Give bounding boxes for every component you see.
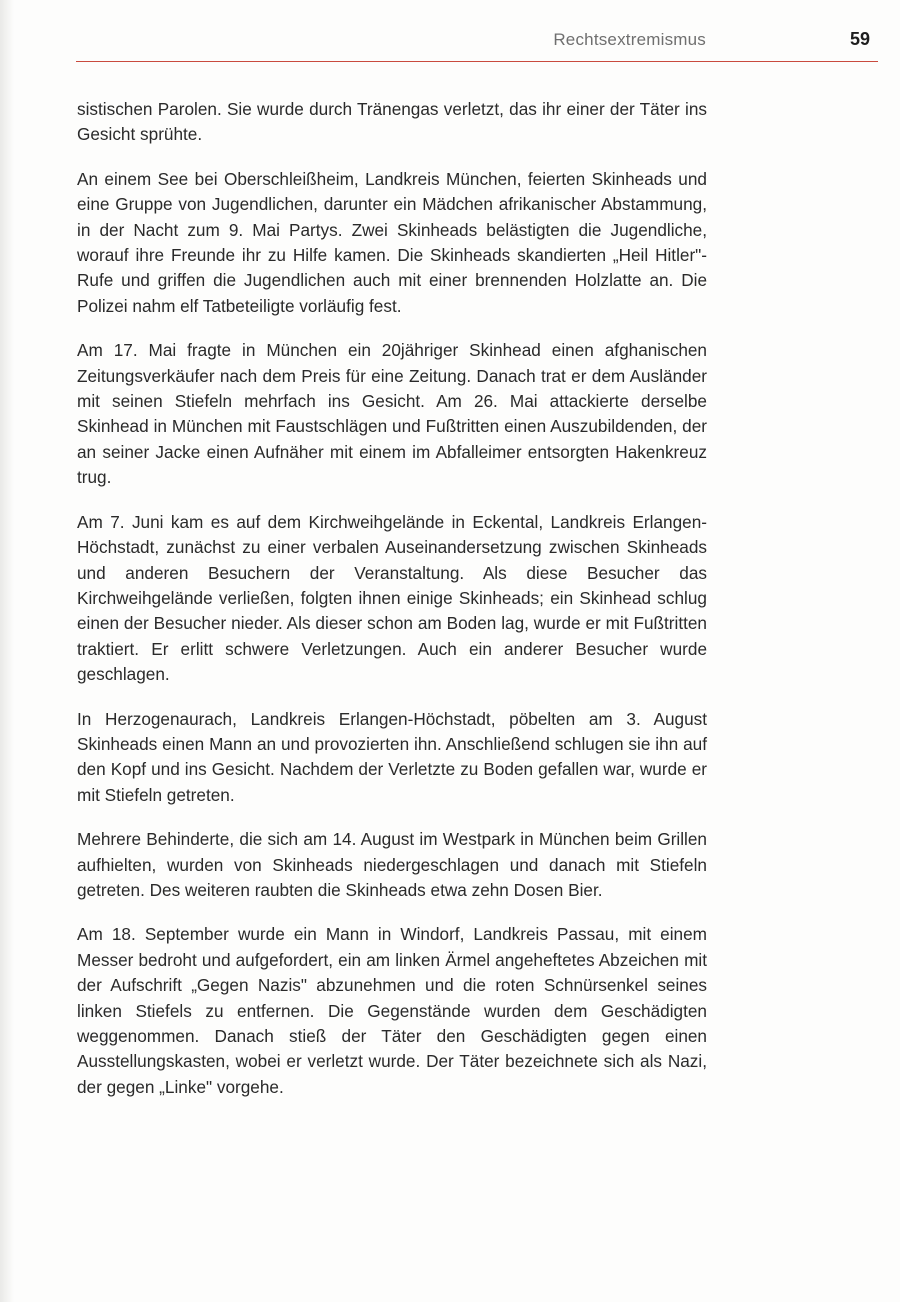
- body-text: [77, 97, 707, 1119]
- page-header: [76, 28, 876, 58]
- running-head: Rechtsextremismus: [553, 30, 706, 49]
- header-rule: [76, 61, 878, 62]
- page-number: 59: [849, 29, 870, 49]
- paragraph-4: Am 7. Juni kam es auf dem Kirchweihgelände in Eckental, Landkreis Erlangen-Höchstadt, zunächst zu einer verbalen Auseinandersetzung zwischen Skinheads und anderen Besuchern der Veranstaltung. Als diese Besucher das Kirchweihgelände verließen, folgten ihnen einige Skinheads; ein Skinhead schlug einen der Besucher nieder. Als dieser schon am Boden lag, wurde er mit Fußtritten traktiert. Er erlitt schwere Verletzungen. Auch ein anderer Besucher wurde geschlagen.: [77, 511, 707, 685]
- paragraph-2: An einem See bei Oberschleißheim, Landkreis München, feierten Skinheads und eine Gruppe von Jugendlichen, darunter ein Mädchen afrikanischer Abstammung, in der Nacht zum 9. Mai Partys. Zwei Skinheads belästigten die Jugendliche, worauf ihre Freunde ihr zu Hilfe kamen. Die Skinheads skandierten „Heil Hitler"-Rufe und griffen die Jugendlichen auch mit einer brennenden Holzlatte an. Die Polizei nahm elf Tatbeteiligte vorläufig fest.: [77, 168, 707, 316]
- paragraph-6: Mehrere Behinderte, die sich am 14. August im Westpark in München beim Grillen aufhielten, wurden von Skinheads niedergeschlagen und danach mit Stiefeln getreten. Des weiteren raubten die Skinheads etwa zehn Dosen Bier.: [77, 829, 707, 900]
- scan-shadow-edge: [0, 0, 14, 1302]
- paragraph-7: Am 18. September wurde ein Mann in Windorf, Landkreis Passau, mit einem Messer bedroht und aufgefordert, ein am linken Ärmel angeheftetes Abzeichen mit der Aufschrift „Gegen Nazis" abzunehmen und die roten Schnürsenkel seines linken Stiefels zu entfernen. Die Gegenstände wurden dem Geschädigten weggenommen. Danach stieß der Täter den Geschädigten gegen einen Ausstellungskasten, wobei er verletzt wurde. Der Täter bezeichnete sich als Nazi, der gegen „Linke" vorgehe.: [77, 924, 707, 1097]
- paragraph-5: In Herzogenaurach, Landkreis Erlangen-Höchstadt, pöbelten am 3. August Skinheads einen Mann an und provozierten ihn. Anschließend schlugen sie ihn auf den Kopf und ins Gesicht. Nachdem der Verletzte zu Boden gefallen war, wurde er mit Stiefeln getreten.: [77, 708, 707, 805]
- paragraph-1: sistischen Parolen. Sie wurde durch Tränengas verletzt, das ihr einer der Täter ins Gesicht sprühte.: [77, 99, 707, 145]
- paragraph-3: Am 17. Mai fragte in München ein 20jähriger Skinhead einen afghanischen Zeitungsverkäufer nach dem Preis für eine Zeitung. Danach trat er dem Ausländer mit seinen Stiefeln mehrfach ins Gesicht. Am 26. Mai attackierte derselbe Skinhead in München mit Faustschlägen und Fußtritten einen Auszubildenden, der an seiner Jacke einen Aufnäher mit einem im Abfalleimer entsorgten Hakenkreuz trug.: [77, 340, 707, 488]
